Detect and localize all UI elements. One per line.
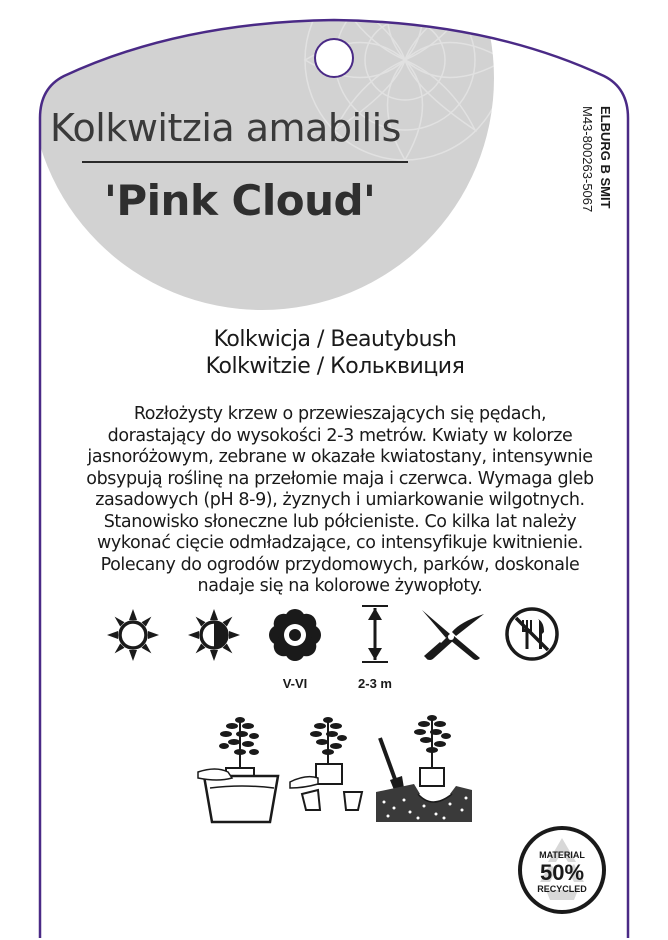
remove-pot-icon [288, 712, 370, 812]
flowering-icon [268, 608, 322, 662]
grey-cap-shape [30, 0, 494, 310]
description [76, 404, 604, 598]
not-edible-icon [504, 606, 560, 662]
recycled-material-badge [516, 824, 608, 916]
product-code: M43-800263-5067 [580, 106, 595, 213]
description-line: Polecany do ogrodów przydomowych, parków, doskonale [100, 554, 580, 575]
description-line: nadaje się na kolorowe żywopłoty. [197, 576, 483, 596]
common-name-2: Kolkwitzie / Кольквиция [205, 354, 465, 379]
height-label: 2-3 m [358, 676, 392, 691]
full-sun-icon [106, 608, 160, 662]
common-name-1: Kolkwicja / Beautybush [213, 327, 457, 352]
plant-in-water-bucket-icon [196, 712, 286, 824]
badge-line-1: MATERIAL [539, 850, 585, 860]
description-line: Rozłożysty krzew o przewieszających się pędach, [133, 404, 547, 424]
height-icon [358, 604, 392, 664]
badge-line-3: RECYCLED [537, 884, 587, 894]
hang-hole [315, 39, 353, 77]
description-line: jasnoróżowym, zebrane w okazałe kwiatostany, intensywnie [87, 447, 593, 467]
flowering-label: V-VI [282, 676, 308, 691]
brand-block [571, 106, 611, 246]
brand-name: ELBURG B SMIT [598, 106, 613, 209]
half-shade-icon [187, 608, 241, 662]
planting-in-soil-icon [374, 712, 474, 824]
description-line: Stanowisko słoneczne lub półcieniste. Co kilka lat należy [103, 511, 577, 532]
title-divider [82, 161, 408, 163]
pruning-icon [420, 606, 486, 664]
latin-name: Kolkwitzia amabilis [50, 106, 401, 150]
badge-line-2: 50% [539, 860, 585, 885]
description-line: obsypują roślinę na przełomie maja i czerwca. Wymaga gleb [86, 468, 594, 489]
description-line: wykonać cięcie odmładzające, co intensyfikuje kwitnienie. [97, 533, 583, 553]
cultivar-name: 'Pink Cloud' [104, 176, 376, 225]
description-line: dorastający do wysokości 2-3 metrów. Kwiaty w kolorze [107, 425, 573, 446]
description-line: zasadowych (pH 8-9), żyznych i umiarkowanie wilgotnych. [95, 490, 585, 510]
